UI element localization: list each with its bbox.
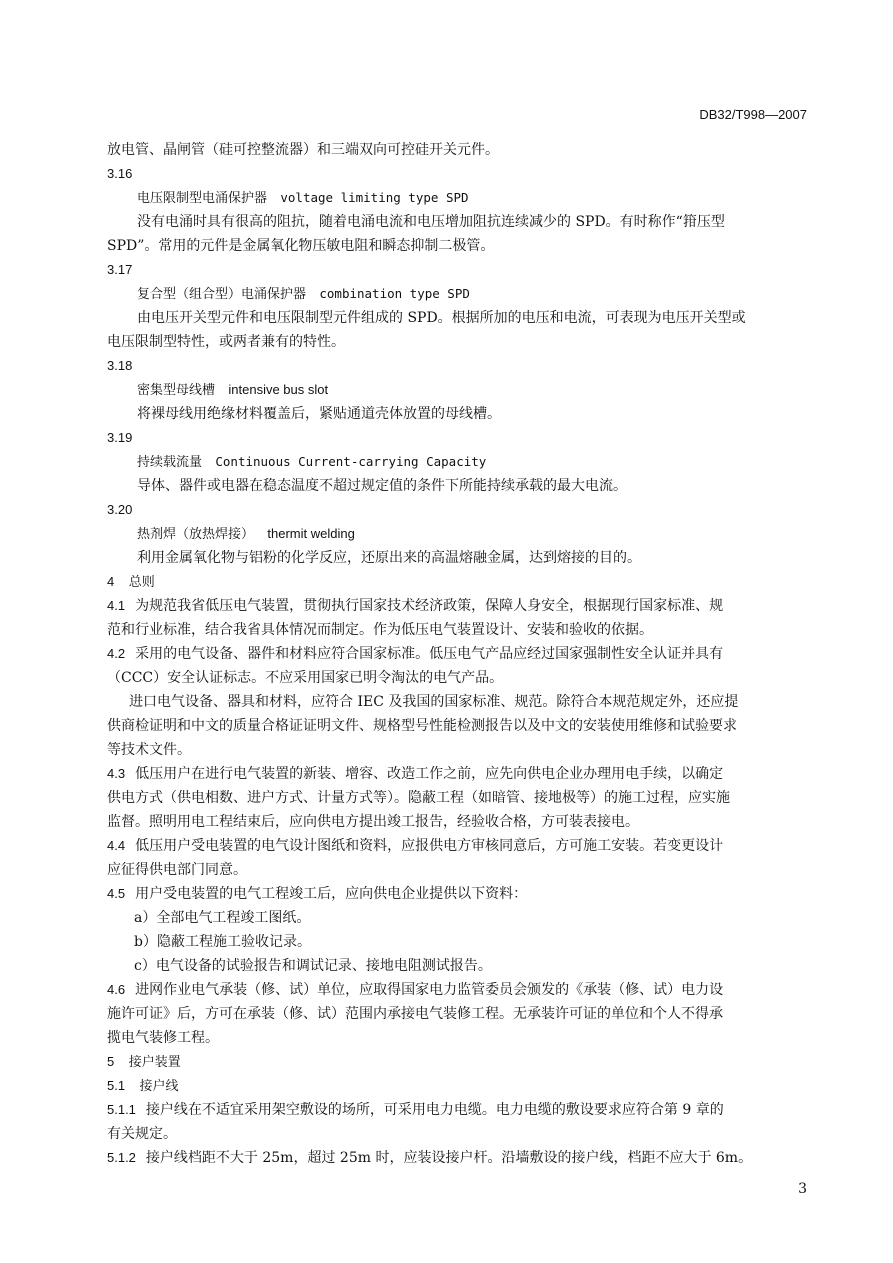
text-line: 范和行业标准，结合我省具体情况而制定。作为低压电气装置设计、安装和验收的依据。 <box>107 622 653 638</box>
term-heading <box>107 282 807 306</box>
text-line: 监督。照明用电工程结束后，应向供电方提出竣工报告，经验收合格，方可装表接电。 <box>107 814 639 830</box>
paragraph-line <box>107 882 807 906</box>
clause-number: 3.20 <box>107 502 133 517</box>
text-line: 有关规定。 <box>107 1126 177 1142</box>
section-heading <box>107 570 807 594</box>
section-heading <box>107 1050 807 1074</box>
term-cn: 电压限制型电涌保护器 <box>137 191 268 206</box>
text-line: SPD”。常用的元件是金属氧化物压敏电阻和瞬态抑制二极管。 <box>107 238 495 254</box>
section-number: 5 <box>107 1054 115 1069</box>
page-number: 3 <box>798 1181 807 1197</box>
clause-number: 5.1.1 <box>107 1102 136 1117</box>
text-line: 放电管、晶闸管（硅可控整流器）和三端双向可控硅开关元件。 <box>107 142 499 158</box>
text-line: 等技术文件。 <box>107 742 191 758</box>
document-body <box>107 138 807 1170</box>
list-item: b）隐蔽工程施工验收记录。 <box>134 934 311 950</box>
term-heading <box>107 186 807 210</box>
term-heading <box>107 450 807 474</box>
clause-text: 进网作业电气承装（修、试）单位，应取得国家电力监管委员会颁发的《承装（修、试）电力设 <box>135 982 724 998</box>
paragraph-line <box>107 594 807 618</box>
term-en: combination type SPD <box>319 286 470 301</box>
document-code: DB32/T998—2007 <box>699 107 807 122</box>
clause-number: 5.1.2 <box>107 1150 136 1165</box>
text-line: 导体、器件或电器在稳态温度不超过规定值的条件下所能持续承载的最大电流。 <box>137 478 627 494</box>
paragraph-line <box>107 1146 807 1170</box>
term-cn: 热剂焊（放热焊接） <box>137 527 255 542</box>
term-en: Continuous Current-carrying Capacity <box>215 454 487 469</box>
subsection-heading <box>107 1074 807 1098</box>
term-cn: 持续载流量 <box>137 455 203 470</box>
text-line: 利用金属氧化物与铝粉的化学反应，还原出来的高温熔融金属，达到熔接的目的。 <box>137 550 641 566</box>
term-cn: 复合型（组合型）电涌保护器 <box>137 287 307 302</box>
paragraph-line <box>107 1098 807 1122</box>
term-heading <box>107 378 807 402</box>
term-cn: 密集型母线槽 <box>137 383 216 398</box>
section-number: 4 <box>107 574 115 589</box>
clause-text: 低压用户在进行电气装置的新装、增容、改造工作之前，应先向供电企业办理用电手续，以确定 <box>135 766 724 782</box>
clause-number: 4.4 <box>107 838 126 853</box>
paragraph-line <box>107 978 807 1002</box>
subsection-title: 接户线 <box>139 1079 179 1094</box>
clause-number: 3.18 <box>107 358 133 373</box>
clause-number: 4.5 <box>107 886 126 901</box>
clause-number: 3.17 <box>107 262 133 277</box>
term-en: voltage limiting type SPD <box>280 190 469 205</box>
term-heading <box>107 522 807 546</box>
term-en: intensive bus slot <box>228 382 329 397</box>
text-line: 进口电气设备、器具和材料，应符合 IEC 及我国的国家标准、规范。除符合本规范规定外，还应提 <box>129 694 739 710</box>
text-line: 将裸母线用绝缘材料覆盖后，紧贴通道壳体放置的母线槽。 <box>137 406 501 422</box>
clause-text: 低压用户受电装置的电气设计图纸和资料，应报供电方审核同意后，方可施工安装。若变更设计 <box>135 838 724 854</box>
text-line: 揽电气装修工程。 <box>107 1030 219 1046</box>
text-line: 供商检证明和中文的质量合格证证明文件、规格型号性能检测报告以及中文的安装使用维修和试验要求 <box>107 718 737 734</box>
list-item: c）电气设备的试验报告和调试记录、接地电阻测试报告。 <box>134 958 492 974</box>
text-line: 没有电涌时具有很高的阻抗，随着电涌电流和电压增加阻抗连续减少的 SPD。有时称作“箝压型 <box>137 214 725 230</box>
paragraph-line <box>107 834 807 858</box>
list-item: a）全部电气工程竣工图纸。 <box>134 910 311 926</box>
clause-number: 3.16 <box>107 166 133 181</box>
section-title: 总则 <box>128 575 155 590</box>
text-line: 应征得供电部门同意。 <box>107 862 247 878</box>
text-line: 电压限制型特性，或两者兼有的特性。 <box>107 334 345 350</box>
clause-text: 接户线在不适宜采用架空敷设的场所，可采用电力电缆。电力电缆的敷设要求应符合第 9 章的 <box>145 1102 724 1118</box>
clause-number: 4.6 <box>107 982 126 997</box>
text-line: 供电方式（供电相数、进户方式、计量方式等）。隐蔽工程（如暗管、接地极等）的施工过程，应实施 <box>107 790 730 806</box>
subsection-number: 5.1 <box>107 1078 126 1093</box>
clause-number: 4.3 <box>107 766 126 781</box>
clause-text: 为规范我省低压电气装置，贯彻执行国家技术经济政策，保障人身安全，根据现行国家标准、规 <box>135 598 724 614</box>
text-line: 施许可证》后，方可在承装（修、试）范围内承接电气装修工程。无承装许可证的单位和个人不得承 <box>107 1006 723 1022</box>
clause-number: 3.19 <box>107 430 133 445</box>
clause-text: 接户线档距不大于 25m，超过 25m 时，应装设接户杆。沿墙敷设的接户线，档距不应大于 6m。 <box>145 1150 753 1166</box>
text-line: （CCC）安全认证标志。不应采用国家已明令淘汰的电气产品。 <box>107 670 504 686</box>
clause-number: 4.2 <box>107 646 126 661</box>
paragraph-line <box>107 762 807 786</box>
clause-text: 采用的电气设备、器件和材料应符合国家标准。低压电气产品应经过国家强制性安全认证并具有 <box>135 646 724 662</box>
clause-text: 用户受电装置的电气工程竣工后，应向供电企业提供以下资料： <box>135 886 528 902</box>
paragraph-line <box>107 642 807 666</box>
section-title: 接户装置 <box>128 1055 181 1070</box>
text-line: 由电压开关型元件和电压限制型元件组成的 SPD。根据所加的电压和电流，可表现为电压开关型或 <box>137 310 746 326</box>
clause-number: 4.1 <box>107 598 126 613</box>
term-en: thermit welding <box>267 526 355 541</box>
